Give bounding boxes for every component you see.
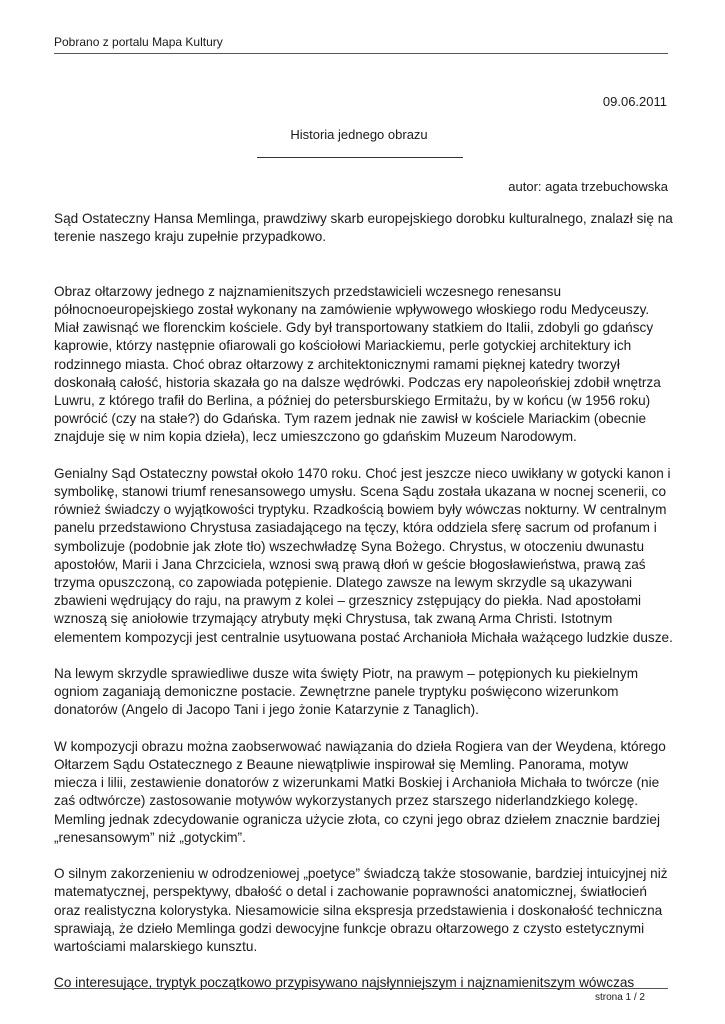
footer-divider <box>54 988 668 989</box>
paragraph: Obraz ołtarzowy jednego z najznamienitszych przedstawicieli wczesnego renesansu północnoeuropejskiego został wykonany na zamówienie wpływowego włoskiego rodu Medyceuszy. Miał zawisnąć we florenckim kościele. Gdy był transportowany statkiem do Italii, zdobyli go gdańscy kaprowie, którzy następnie ofiarowali go kościołowi Mariackiemu, perle gotyckiej architektury ich rodzinnego miasta. Choć obraz ołtarzowy z architektonicznymi ramami pięknej katedry tworzył doskonałą całość, historia skazała go na dalsze wędrówki. Podczas ery napoleońskiej zdobił wnętrza Luwru, z którego trafił do Berlina, a później do petersburskiego Ermitażu, by w końcu (w 1956 roku) powrócić (czy na stałe?) do Gdańska. Tym razem jednak nie zawisł w kościele Mariackim (obecnie znajduje się w nim kopia dzieła), lecz umieszczono go gdańskim Muzeum Narodowym. <box>54 283 661 445</box>
article-title: Historia jednego obrazu <box>290 127 428 142</box>
paragraph: Co interesujące, tryptyk początkowo przypisywano najsłynniejszym i najznamienitszym wówczas <box>54 975 635 991</box>
article-body <box>54 210 674 1011</box>
article-date: 09.06.2011 <box>602 94 667 109</box>
paragraph: O silnym zakorzenieniu w odrodzeniowej „poetyce” świadczą także stosowanie, bardziej intuicyjnej niż matematycznej, perspektywy, dbałość o detal i zachowanie poprawności anatomicznej, światłocień oraz realistyczna kolorystyka. Niesamowicie silna ekspresja przedstawienia i doskonałość techniczna sprawiają, że dzieło Memlinga godzi dewocyjne funkcje obrazu ołtarzowego z czysto estetycznymi wartościami malarskiego kunsztu. <box>54 866 668 955</box>
paragraph: Genialny Sąd Ostateczny powstał około 1470 roku. Choć jest jeszcze nieco uwikłany w gotycki kanon i symbolikę, stanowi triumf renesansowego umysłu. Scena Sądu została ukazana w nocnej scenerii, co również świadczy o wyjątkowości tryptyku. Rzadkością bowiem były wówczas nokturny. W centralnym panelu przedstawiono Chrystusa zasiadającego na tęczy, która oddziela sferę sacrum od profanum i symbolizuje (podobnie jak złote tło) wszechwładzę Syna Bożego. Chrystus, w otoczeniu dwunastu apostołów, Marii i Jana Chrzciciela, wznosi swą prawą dłoń w geście błogosławieństwa, prawą zaś trzyma opuszczoną, co zapowiada potępienie. Dlatego zawsze na lewym skrzydle są ukazywani zbawieni wędrujący do raju, na prawym z kolei – grzesznicy zstępujący do piekła. Nad apostołami wznoszą się aniołowie trzymający atrybuty męki Chrystusa, tak zwaną Arma Christi. Istotnym elementem kompozycji jest centralnie usytuowana postać Archanioła Michała ważącego ludzkie dusze. <box>54 465 673 645</box>
page-number: strona 1 / 2 <box>594 992 645 1003</box>
paragraph: Na lewym skrzydle sprawiedliwe dusze wita święty Piotr, na prawym – potępionych ku piekielnym ogniom zaganiają demoniczne postacie. Zewnętrzne panele tryptyku poświęcono wizerunkom donatorów (Angelo di Jacopo Tani i jego żonie Katarzynie z Tanaglich). <box>54 666 639 718</box>
paragraph: W kompozycji obrazu można zaobserwować nawiązania do dzieła Rogiera van der Weydena, którego Ołtarzem Sądu Ostatecznego z Beaune niewątpliwie inspirował się Memling. Panorama, motyw miecza i lilii, zestawienie donatorów z wizerunkami Matki Boskiej i Archanioła Michała to twórcze (nie zaś odtwórcze) zastosowanie motywów wykorzystanych przez starszego niderlandzkiego kolegę. Memling jednak zdecydowanie ogranicza użycie złota, co czyni jego obraz dziełem znacznie bardziej „renesansowym” niż „gotyckim”. <box>54 738 666 845</box>
paragraph: Sąd Ostateczny Hansa Memlinga, prawdziwy skarb europejskiego dorobku kulturalnego, znalazł się na terenie naszego kraju zupełnie przypadkowo. <box>54 211 673 245</box>
title-underline <box>257 157 463 158</box>
header-divider <box>54 53 668 54</box>
article-author: autor: agata trzebuchowska <box>508 179 668 194</box>
page-header-source: Pobrano z portalu Mapa Kultury <box>54 35 223 49</box>
